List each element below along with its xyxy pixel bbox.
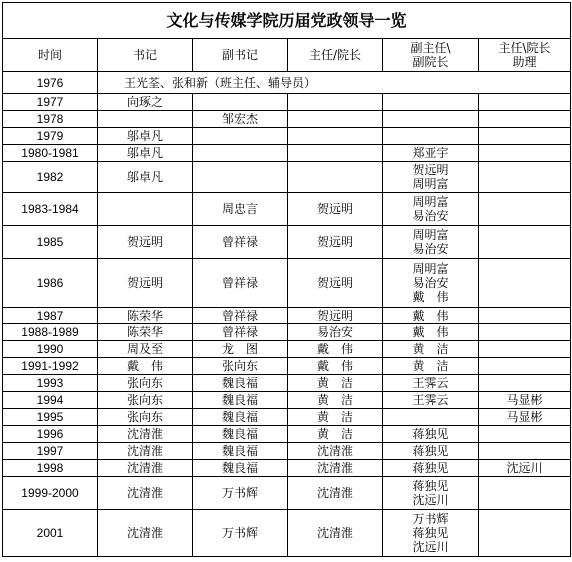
cell-secretary: 向琢之 <box>98 94 193 111</box>
table-row <box>3 324 571 341</box>
deputy-director-name: 戴 伟 <box>412 290 449 304</box>
cell-deputy-director: 王霁云 <box>383 375 479 392</box>
cell-deputy-director: 戴 伟 <box>383 308 479 324</box>
deputy-director-name: 沈远川 <box>412 493 449 507</box>
cell-director: 易治安 <box>288 324 383 341</box>
cell-time: 1983-1984 <box>3 193 98 226</box>
table-row <box>3 193 571 226</box>
deputy-director-name: 周明富 <box>412 228 449 242</box>
table-row <box>3 226 571 259</box>
cell-deputy-secretary: 曾祥禄 <box>193 308 288 324</box>
header-deputy-secretary: 副书记 <box>193 39 288 72</box>
cell-deputy-secretary: 张向东 <box>193 358 288 375</box>
cell-secretary: 张向东 <box>98 392 193 409</box>
cell-secretary: 沈清淮 <box>98 460 193 477</box>
header-assistant-line2: 助理 <box>512 55 537 69</box>
cell-deputy-secretary: 龙 图 <box>193 341 288 358</box>
cell-time: 1987 <box>3 308 98 324</box>
header-assistant-line1: 主任\院长 <box>498 41 551 55</box>
cell-director: 黄 洁 <box>288 392 383 409</box>
table-title: 文化与传媒学院历届党政领导一览 <box>3 3 571 39</box>
deputy-director-name: 贺远明 <box>412 163 449 177</box>
cell-time: 1978 <box>3 111 98 128</box>
cell-time: 1986 <box>3 259 98 308</box>
cell-secretary: 陈荣华 <box>98 308 193 324</box>
cell-assistant <box>479 111 571 128</box>
cell-assistant <box>479 94 571 111</box>
cell-secretary: 沈清淮 <box>98 443 193 460</box>
cell-assistant <box>479 358 571 375</box>
header-assistant <box>479 39 571 72</box>
cell-secretary: 沈清淮 <box>98 426 193 443</box>
cell-deputy-director <box>383 477 479 510</box>
cell-director <box>288 128 383 145</box>
cell-deputy-director: 蒋独见 <box>383 426 479 443</box>
cell-time: 1980-1981 <box>3 145 98 162</box>
cell-deputy-secretary <box>193 145 288 162</box>
cell-director: 贺远明 <box>288 308 383 324</box>
deputy-director-name: 蒋独见 <box>412 526 449 540</box>
cell-secretary: 沈清淮 <box>98 510 193 557</box>
header-deputy-director-line2: 副院长 <box>412 55 449 69</box>
cell-deputy-secretary: 周忠言 <box>193 193 288 226</box>
deputy-director-name: 易治安 <box>412 242 449 256</box>
cell-deputy-director <box>383 162 479 193</box>
header-director: 主任/院长 <box>288 39 383 72</box>
cell-deputy-director: 蒋独见 <box>383 443 479 460</box>
table-row <box>3 358 571 375</box>
cell-assistant <box>479 477 571 510</box>
cell-assistant <box>479 375 571 392</box>
cell-secretary: 周及至 <box>98 341 193 358</box>
cell-time: 1993 <box>3 375 98 392</box>
cell-director: 沈清淮 <box>288 477 383 510</box>
cell-deputy-secretary: 曾祥禄 <box>193 226 288 259</box>
cell-time: 1996 <box>3 426 98 443</box>
cell-assistant <box>479 226 571 259</box>
cell-director: 贺远明 <box>288 226 383 259</box>
cell-time: 1999-2000 <box>3 477 98 510</box>
cell-assistant <box>479 193 571 226</box>
cell-secretary: 张向东 <box>98 409 193 426</box>
cell-secretary: 张向东 <box>98 375 193 392</box>
cell-director <box>288 145 383 162</box>
cell-time: 1998 <box>3 460 98 477</box>
leadership-table <box>2 2 571 557</box>
cell-director: 沈清淮 <box>288 460 383 477</box>
cell-deputy-secretary: 万书辉 <box>193 477 288 510</box>
deputy-director-name: 万书辉 <box>412 512 449 526</box>
cell-secretary: 陈荣华 <box>98 324 193 341</box>
cell-secretary: 贺远明 <box>98 259 193 308</box>
cell-assistant <box>479 259 571 308</box>
cell-assistant: 沈远川 <box>479 460 571 477</box>
cell-deputy-secretary: 曾祥禄 <box>193 324 288 341</box>
cell-assistant <box>479 145 571 162</box>
table-row <box>3 94 571 111</box>
table-row <box>3 308 571 324</box>
cell-deputy-secretary: 魏良福 <box>193 443 288 460</box>
cell-deputy-secretary <box>193 94 288 111</box>
cell-deputy-director <box>383 510 479 557</box>
cell-director <box>288 94 383 111</box>
deputy-director-name: 蒋独见 <box>412 479 449 493</box>
cell-deputy-secretary <box>193 162 288 193</box>
cell-deputy-director <box>383 226 479 259</box>
cell-deputy-director: 蒋独见 <box>383 460 479 477</box>
cell-secretary: 贺远明 <box>98 226 193 259</box>
cell-deputy-director: 黄 洁 <box>383 341 479 358</box>
cell-deputy-director <box>383 111 479 128</box>
cell-time: 1991-1992 <box>3 358 98 375</box>
cell-time: 1979 <box>3 128 98 145</box>
table-row <box>3 409 571 426</box>
cell-assistant <box>479 324 571 341</box>
cell-time: 1994 <box>3 392 98 409</box>
table-row <box>3 145 571 162</box>
cell-director: 沈清淮 <box>288 510 383 557</box>
leadership-table-sheet <box>2 2 570 557</box>
table-row <box>3 162 571 193</box>
cell-time: 1997 <box>3 443 98 460</box>
cell-time: 1976 <box>3 72 98 94</box>
table-row <box>3 111 571 128</box>
deputy-director-name: 沈远川 <box>412 540 449 554</box>
deputy-director-name: 易治安 <box>412 209 449 223</box>
cell-deputy-secretary: 曾祥禄 <box>193 259 288 308</box>
header-secretary: 书记 <box>98 39 193 72</box>
header-deputy-director <box>383 39 479 72</box>
cell-director: 黄 洁 <box>288 426 383 443</box>
cell-deputy-director <box>383 409 479 426</box>
cell-secretary <box>98 193 193 226</box>
table-row <box>3 443 571 460</box>
table-row <box>3 426 571 443</box>
cell-time: 1990 <box>3 341 98 358</box>
cell-deputy-director: 黄 洁 <box>383 358 479 375</box>
cell-time: 1977 <box>3 94 98 111</box>
cell-assistant <box>479 510 571 557</box>
cell-deputy-secretary: 邹宏杰 <box>193 111 288 128</box>
header-row <box>3 39 571 72</box>
cell-deputy-director <box>383 94 479 111</box>
cell-time: 1985 <box>3 226 98 259</box>
deputy-director-name: 周明富 <box>412 195 449 209</box>
table-row <box>3 259 571 308</box>
table-row <box>3 341 571 358</box>
cell-deputy-secretary: 魏良福 <box>193 426 288 443</box>
cell-director: 沈清淮 <box>288 443 383 460</box>
cell-time: 1995 <box>3 409 98 426</box>
cell-assistant <box>479 162 571 193</box>
cell-secretary: 沈清淮 <box>98 477 193 510</box>
cell-assistant: 马显彬 <box>479 392 571 409</box>
cell-secretary <box>98 111 193 128</box>
cell-deputy-secretary: 魏良福 <box>193 375 288 392</box>
cell-deputy-director <box>383 128 479 145</box>
cell-director: 贺远明 <box>288 193 383 226</box>
header-time: 时间 <box>3 39 98 72</box>
cell-assistant <box>479 308 571 324</box>
cell-secretary: 戴 伟 <box>98 358 193 375</box>
deputy-director-name: 周明富 <box>412 262 449 276</box>
cell-deputy-director <box>383 259 479 308</box>
cell-time: 1982 <box>3 162 98 193</box>
cell-secretary: 邬卓凡 <box>98 162 193 193</box>
deputy-director-name: 周明富 <box>412 177 449 191</box>
cell-deputy-secretary: 魏良福 <box>193 460 288 477</box>
cell-director: 黄 洁 <box>288 375 383 392</box>
cell-assistant <box>479 443 571 460</box>
title-row <box>3 3 571 39</box>
cell-director: 戴 伟 <box>288 341 383 358</box>
cell-deputy-secretary: 万书辉 <box>193 510 288 557</box>
cell-deputy-secretary: 魏良福 <box>193 392 288 409</box>
cell-director: 黄 洁 <box>288 409 383 426</box>
header-deputy-director-line1: 副主任\ <box>410 41 451 55</box>
table-row <box>3 510 571 557</box>
table-row <box>3 375 571 392</box>
table-row <box>3 392 571 409</box>
cell-secretary: 邬卓凡 <box>98 128 193 145</box>
table-row <box>3 128 571 145</box>
table-row <box>3 460 571 477</box>
deputy-director-name: 易治安 <box>412 276 449 290</box>
table-row <box>3 477 571 510</box>
cell-assistant <box>479 128 571 145</box>
cell-deputy-secretary: 魏良福 <box>193 409 288 426</box>
cell-assistant <box>479 426 571 443</box>
cell-assistant: 马显彬 <box>479 409 571 426</box>
cell-time: 1988-1989 <box>3 324 98 341</box>
cell-director <box>288 111 383 128</box>
cell-deputy-director: 郑亚宇 <box>383 145 479 162</box>
table-row <box>3 72 571 94</box>
cell-deputy-director: 王霁云 <box>383 392 479 409</box>
cell-merged-staff: 王光荃、张和新（班主任、辅导员） <box>98 72 571 94</box>
cell-director: 贺远明 <box>288 259 383 308</box>
cell-deputy-director: 戴 伟 <box>383 324 479 341</box>
cell-deputy-director <box>383 193 479 226</box>
cell-deputy-secretary <box>193 128 288 145</box>
cell-secretary: 邬卓凡 <box>98 145 193 162</box>
cell-assistant <box>479 341 571 358</box>
cell-time: 2001 <box>3 510 98 557</box>
cell-director: 戴 伟 <box>288 358 383 375</box>
cell-director <box>288 162 383 193</box>
